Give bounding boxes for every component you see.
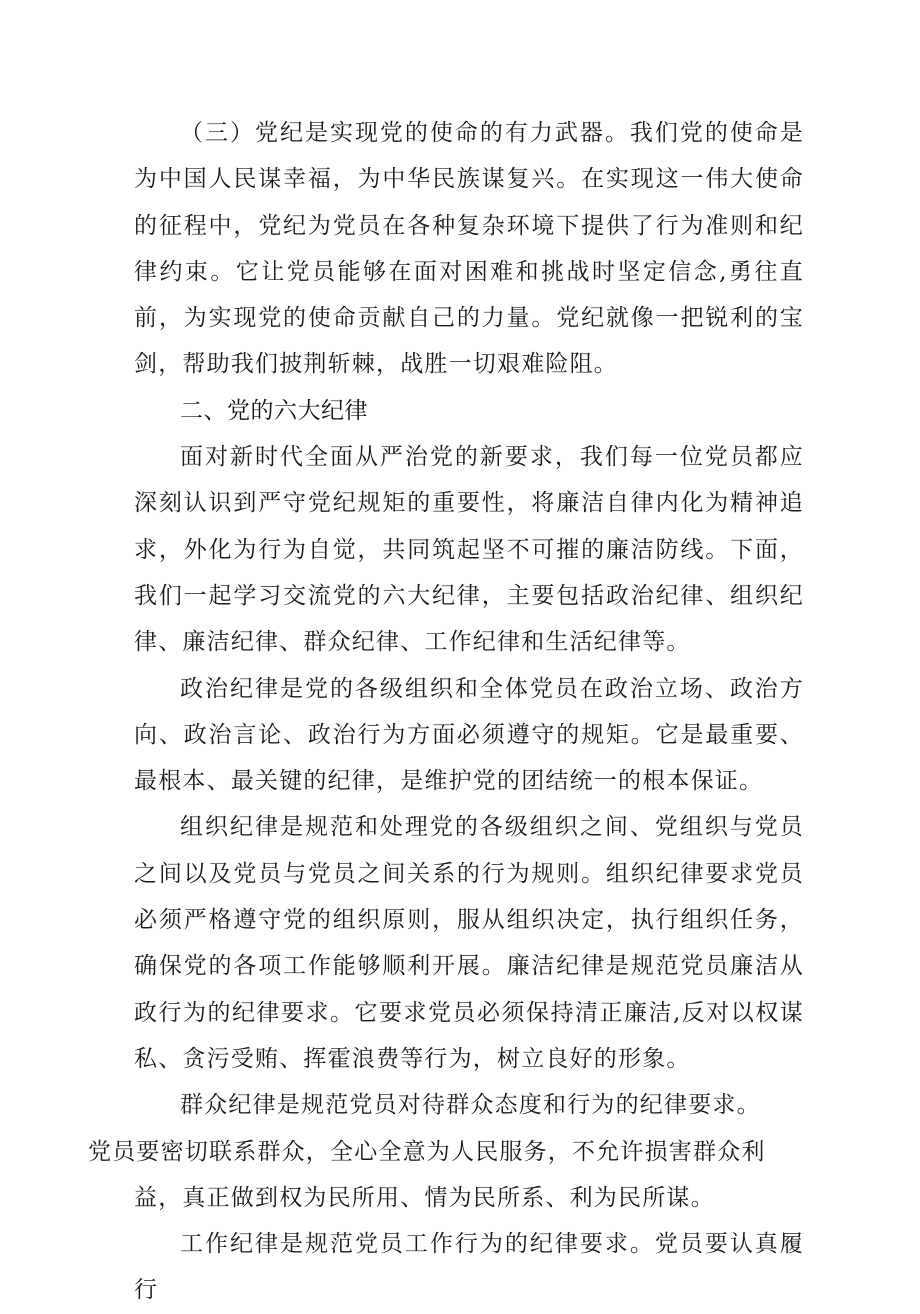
text-line: 刻认识到严守党纪规矩的重要性，将廉洁自律内化为精神追求， xyxy=(134,490,804,563)
text-line: 起学习交流党的六大纪律，主要包括政治纪律、组织纪律、廉洁 xyxy=(134,582,804,656)
text-line: 面对新时代全面从严治党的新要求，我们每一位党员都应深 xyxy=(134,444,804,517)
heading-text: 二、党的六大纪律 xyxy=(180,397,368,424)
text-line: 荆斩棘，战胜一切艰难险阻。 xyxy=(303,351,619,378)
text-line: 纪律、群众纪律、工作纪律和生活纪律等。 xyxy=(230,629,691,656)
text-line: （三）党纪是实现党的使命的有力武器。我们党的使命是为 xyxy=(134,120,804,193)
text-line: 的使命贡献自己的力量。党纪就像一把锐利的宝剑，帮助我们披 xyxy=(134,305,804,378)
text-line: 政治纪律是党的各级组织和全体党员在政治立场、政治方向、 xyxy=(134,675,804,748)
text-line: 它让党员能够在面对困难和挑战时坚定信念,勇往直前，为实现党 xyxy=(134,258,804,332)
text-line: 工作纪律是规范党员工作行为的纪律要求。党员要认真履行 xyxy=(134,1231,804,1304)
text-line: 程中，党纪为党员在各种复杂环境下提供了行为准则和纪律约束。 xyxy=(134,212,805,285)
paragraph-work-discipline xyxy=(134,1221,804,1314)
text-line: 严格遵守党的组织原则，服从组织决定，执行组织任务，确保党 xyxy=(134,907,805,980)
text-line: 外化为行为自觉，共同筑起坚不可摧的廉洁防线。下面，我们一 xyxy=(134,536,805,609)
text-line: 中国人民谋幸福，为中华民族谋复兴。在实现这一伟大使命的征 xyxy=(134,166,804,239)
text-line: 群众纪律是规范党员对待群众态度和行为的纪律要求。 xyxy=(180,1092,761,1119)
paragraph-mass-discipline xyxy=(88,1082,804,1221)
text-line: 组织纪律是规范和处理党的各级组织之间、党组织与党员之 xyxy=(134,814,804,887)
paragraph-organizational-discipline xyxy=(134,804,804,1082)
text-line: 纪律要求。它要求党员必须保持清正廉洁,反对以权谋私、贪污受 xyxy=(134,999,804,1072)
paragraph-introduction xyxy=(134,434,804,665)
text-line: 政治言论、政治行为方面必须遵守的规矩。它是最重要、最根本、 xyxy=(134,721,805,795)
text-line: 贿、挥霍浪费等行为，树立良好的形象。 xyxy=(255,1045,691,1072)
document-body xyxy=(88,110,805,1314)
text-line: 党员要密切联系群众，全心全意为人民服务，不允许损害群众利 xyxy=(88,1138,766,1165)
text-line: 间以及党员与党员之间关系的行为规则。组织纪律要求党员必须 xyxy=(134,860,804,934)
text-line: 最关键的纪律，是维护党的团结统一的根本保证。 xyxy=(230,768,764,795)
text-line: 的各项工作能够顺利开展。廉洁纪律是规范党员廉洁从政行为的 xyxy=(134,953,804,1026)
section-heading-six-disciplines xyxy=(134,388,804,434)
paragraph-party-discipline-mission xyxy=(134,110,804,388)
paragraph-political-discipline xyxy=(134,666,804,805)
text-line: 益，真正做到权为民所用、情为民所系、利为民所谋。 xyxy=(134,1184,715,1211)
